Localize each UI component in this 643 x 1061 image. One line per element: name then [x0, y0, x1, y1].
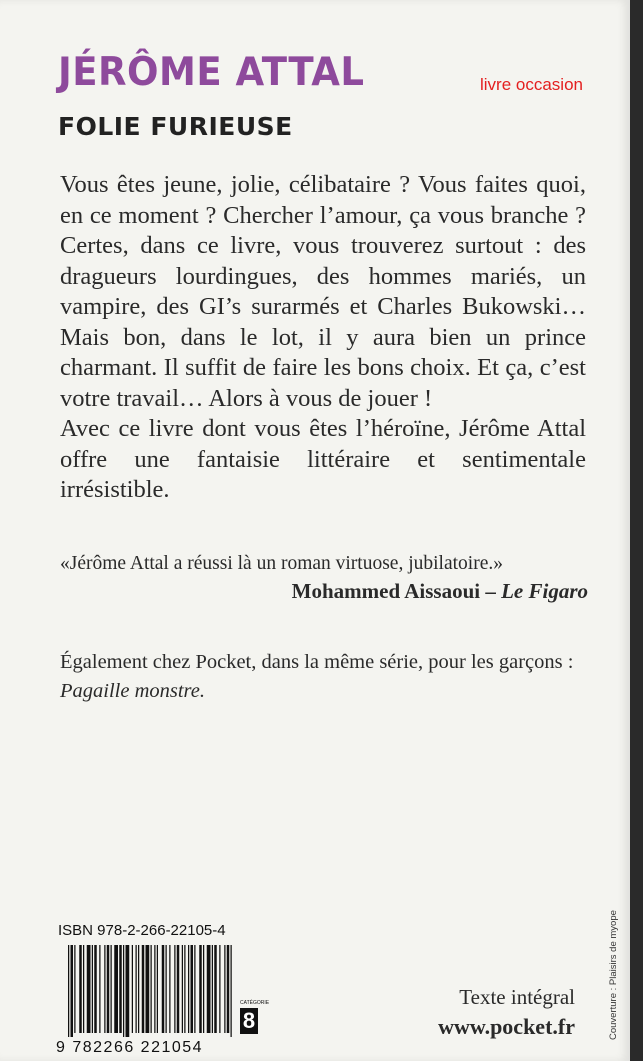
- barcode-bar: [151, 945, 152, 1033]
- barcode-bar: [191, 945, 194, 1033]
- watermark-label: livre occasion: [480, 75, 583, 94]
- barcode-bar: [194, 945, 195, 1033]
- isbn: ISBN 978-2-266-22105-4: [58, 922, 226, 939]
- barcode-digits: 9 782266 221054: [56, 1039, 204, 1056]
- barcode-bar: [111, 945, 112, 1033]
- barcode-bar: [219, 945, 220, 1033]
- barcode-bar: [174, 945, 175, 1033]
- barcode-bar: [104, 945, 105, 1033]
- barcode-bars: [56, 945, 236, 1037]
- edition-label: Texte intégral: [459, 985, 575, 1009]
- barcode-bar: [87, 945, 91, 1033]
- category-number: 8: [240, 1008, 258, 1034]
- category-label: CATÉGORIE: [240, 1000, 270, 1006]
- website-link: www.pocket.fr: [438, 1014, 575, 1039]
- barcode-bar: [157, 945, 158, 1033]
- barcode-bar: [203, 945, 204, 1033]
- barcode-bar: [83, 945, 84, 1033]
- barcode-bar: [224, 945, 225, 1033]
- blurb-paragraph-2: Avec ce livre dont vous êtes l’héroïne, Jérôme Attal offre une fantaisie littéraire et sentimentale irrésistible.: [60, 415, 586, 503]
- review-quote: «Jérôme Attal a réussi là un roman virtuose, jubilatoire.»: [60, 553, 503, 574]
- barcode-bar: [166, 945, 167, 1033]
- also-available-title: Pagaille monstre.: [60, 680, 206, 702]
- barcode-bar: [207, 945, 211, 1033]
- barcode-bar: [132, 945, 133, 1033]
- barcode-bar: [92, 945, 93, 1033]
- review-attribution: [60, 579, 588, 604]
- also-available: [60, 648, 588, 706]
- review-author: Mohammed Aissaoui –: [291, 579, 496, 603]
- barcode-bar: [142, 945, 145, 1033]
- barcode-bar: [107, 945, 110, 1033]
- barcode-bar: [138, 945, 139, 1033]
- also-available-text: Également chez Pocket, dans la même série, pour les garçons :: [60, 651, 574, 673]
- barcode-bar: [162, 945, 165, 1033]
- blurb-paragraph-1: Vous êtes jeune, jolie, célibataire ? Vous faites quoi, en ce moment ? Chercher l’amour, ça vous branche ? Certes, dans ce livre, vous trouverez surtout : des dragueurs lourdingues, des hommes mariés, un vampire, des GI’s surarmés et Charles Bukowski… Mais bon, dans le lot, il y aura bien un prince charmant. Il suffit de faire les bons choix. Et ça, c’est votre travail… Alors à vous de jouer !: [60, 171, 586, 412]
- barcode-bar: [212, 945, 213, 1033]
- barcode-bar: [136, 945, 137, 1033]
- barcode-bar: [231, 945, 232, 1037]
- barcode-bar: [126, 945, 130, 1037]
- barcode-bar: [169, 945, 170, 1033]
- blurb: [60, 170, 586, 506]
- barcode-bar: [227, 945, 230, 1033]
- barcode-bar: [114, 945, 118, 1033]
- barcode-bar: [199, 945, 202, 1033]
- barcode-bar: [188, 945, 189, 1033]
- barcode-bar: [154, 945, 155, 1033]
- barcode-bar: [74, 945, 75, 1033]
- barcode: [56, 945, 236, 1057]
- category-badge: [240, 1000, 270, 1034]
- barcode-bar: [146, 945, 150, 1033]
- cover-credit: Couverture : Plaisirs de myope: [608, 910, 619, 1040]
- barcode-bar: [79, 945, 82, 1033]
- author-name: JÉRÔME ATTAL: [58, 50, 365, 95]
- barcode-bar: [177, 945, 180, 1033]
- barcode-bar: [94, 945, 97, 1033]
- barcode-bar: [214, 945, 217, 1033]
- book-title: FOLIE FURIEUSE: [58, 112, 293, 141]
- review-source: Le Figaro: [501, 579, 588, 603]
- barcode-bar: [68, 945, 69, 1037]
- barcode-bar: [119, 945, 122, 1033]
- barcode-bar: [184, 945, 185, 1033]
- barcode-bar: [99, 945, 100, 1033]
- barcode-bar: [123, 945, 124, 1037]
- barcode-bar: [182, 945, 183, 1033]
- barcode-bar: [71, 945, 74, 1037]
